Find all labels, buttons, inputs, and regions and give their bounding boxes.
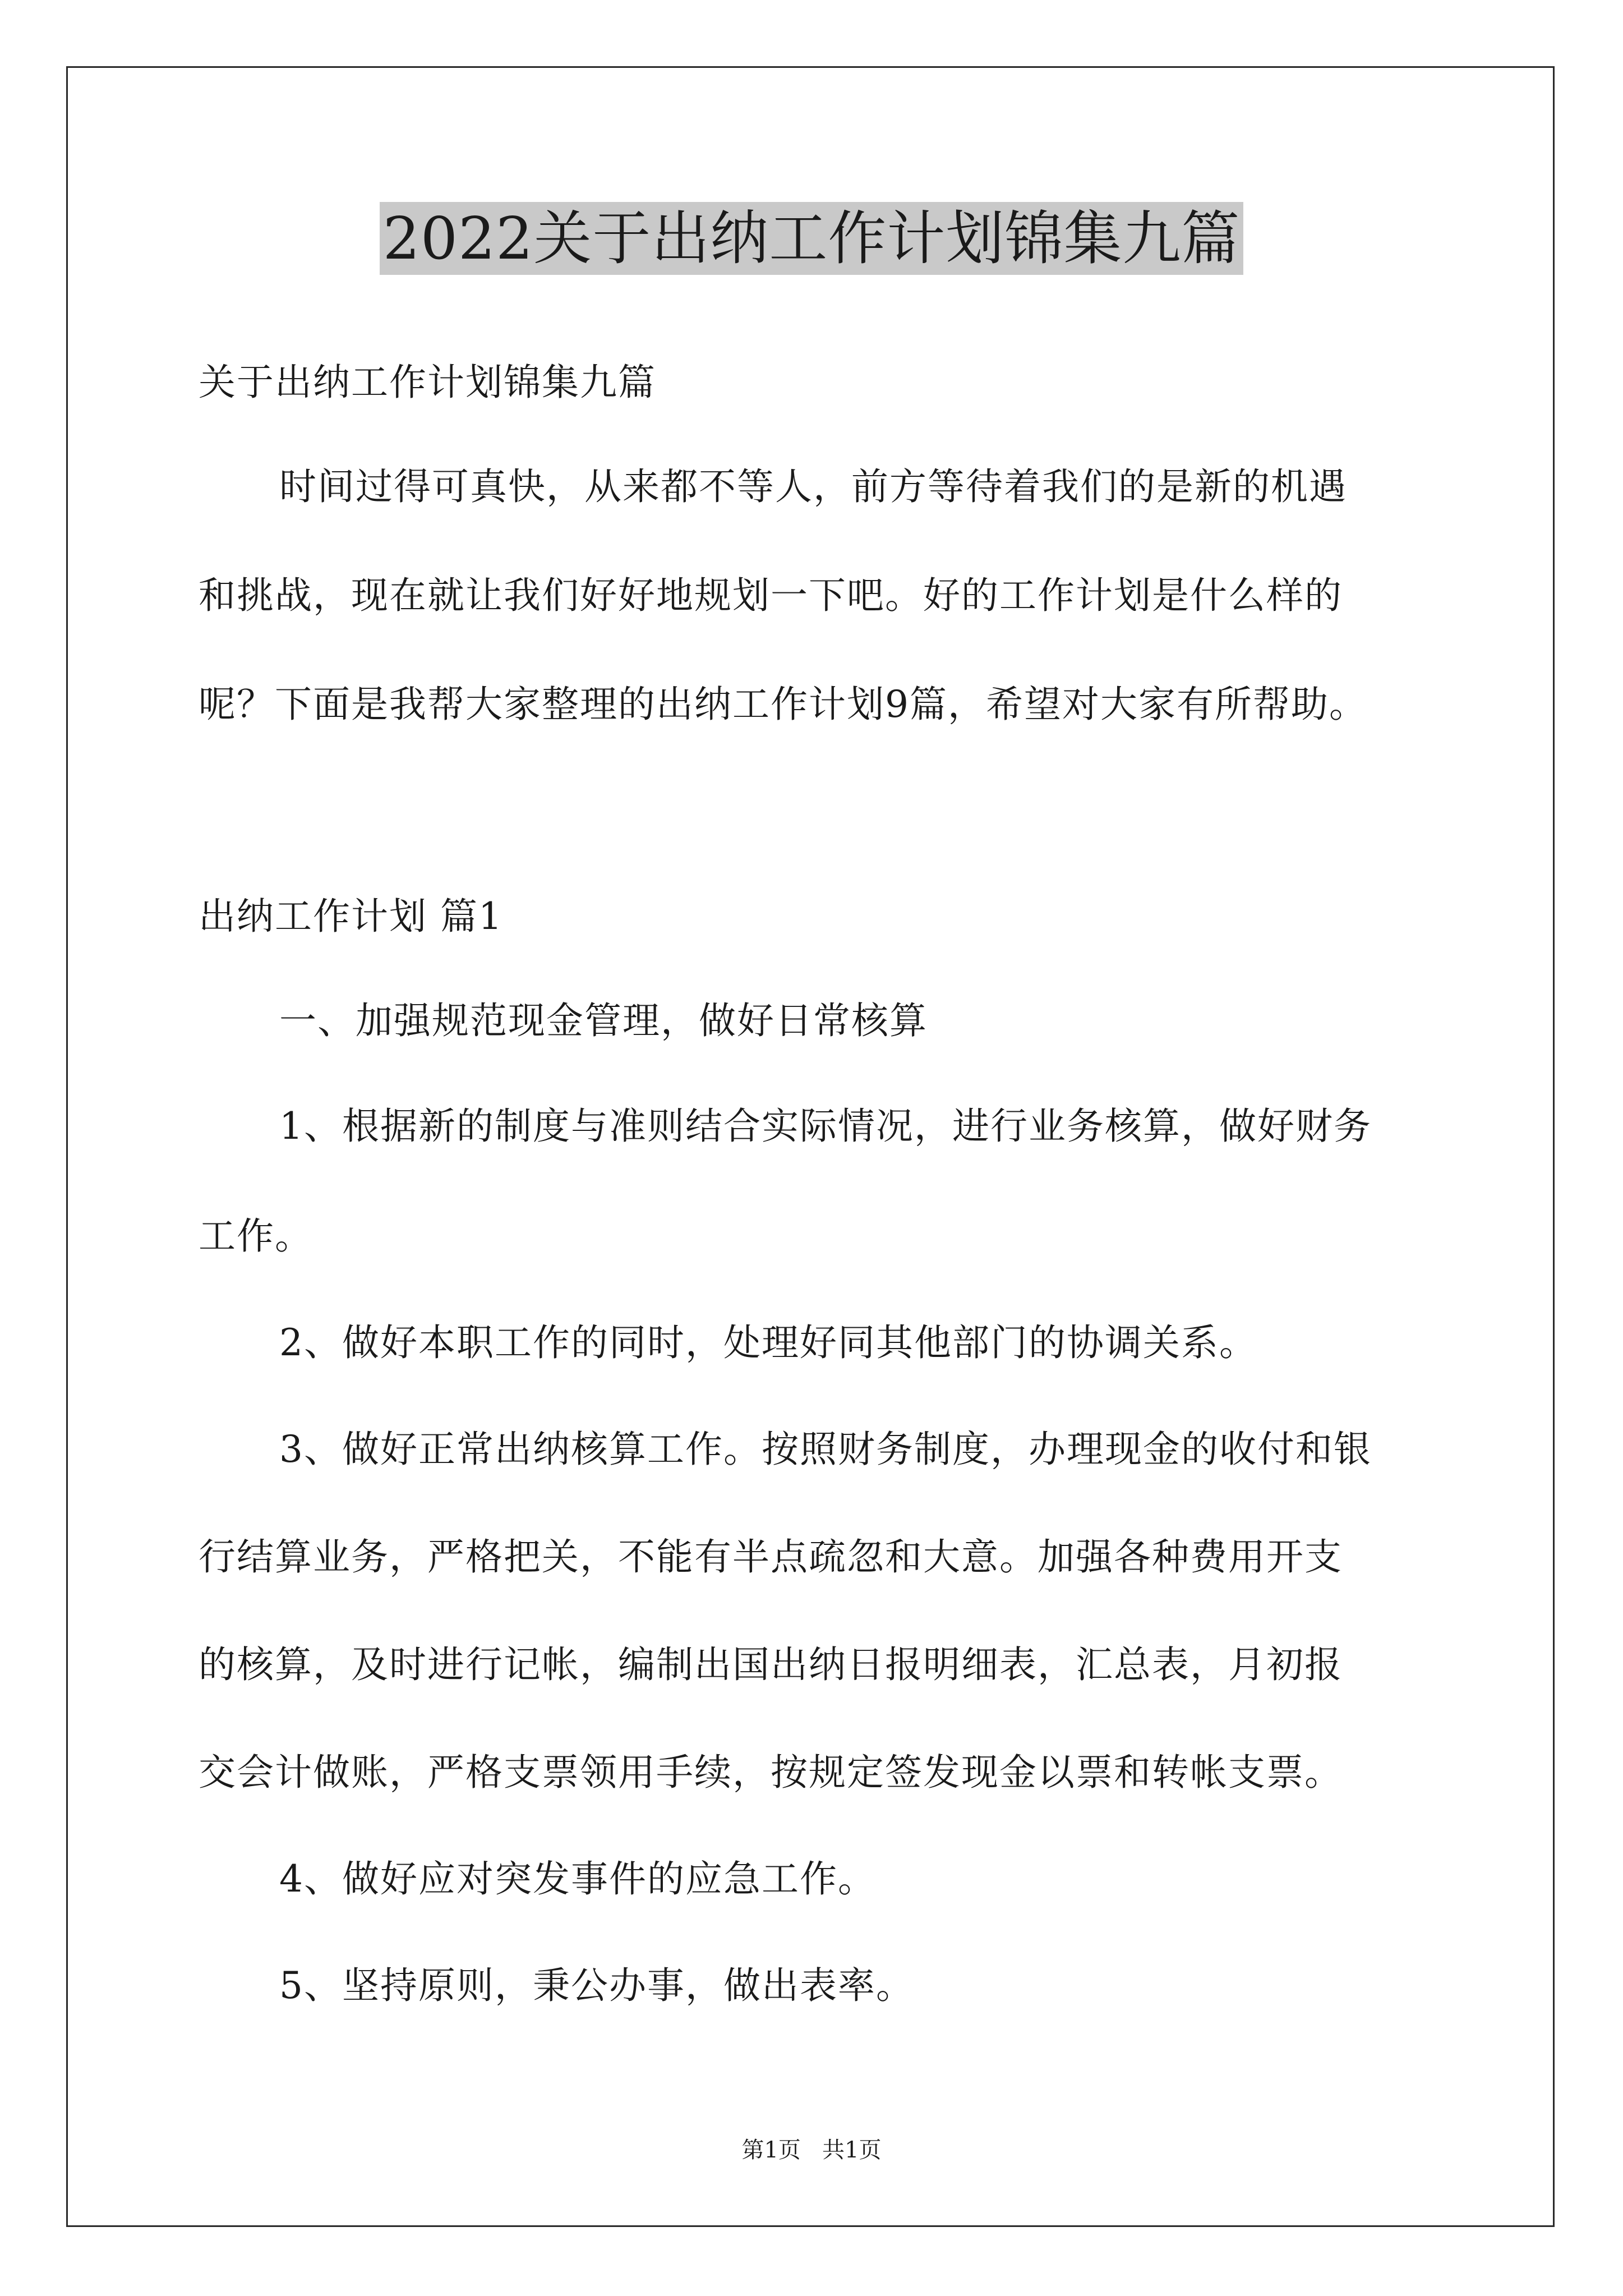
- paragraph-line: 4、做好应对突发事件的应急工作。: [279, 1857, 876, 1901]
- page-footer: 第1页 共1页: [741, 2137, 882, 2163]
- paragraph-line: 5、坚持原则，秉公办事，做出表率。: [279, 1964, 914, 2007]
- document-title: 2022关于出纳工作计划锦集九篇: [380, 202, 1244, 275]
- paragraph-line: 工作。: [199, 1214, 313, 1258]
- paragraph-line: 行结算业务，严格把关，不能有半点疏忽和大意。加强各种费用开支: [199, 1535, 1343, 1579]
- paragraph-line: 时间过得可真快，从来都不等人，前方等待着我们的是新的机遇: [279, 465, 1347, 508]
- title-container: [0, 202, 1623, 275]
- paragraph-line: 和挑战，现在就让我们好好地规划一下吧。好的工作计划是什么样的: [199, 574, 1343, 617]
- paragraph-line: 1、根据新的制度与准则结合实际情况，进行业务核算，做好财务: [279, 1105, 1372, 1148]
- section-heading: 出纳工作计划 篇1: [199, 895, 503, 938]
- paragraph-line: 2、做好本职工作的同时，处理好同其他部门的协调关系。: [279, 1321, 1257, 1364]
- paragraph-line: 的核算，及时进行记帐，编制出国出纳日报明细表，汇总表，月初报: [199, 1643, 1343, 1686]
- subtitle-line: 关于出纳工作计划锦集九篇: [199, 361, 656, 404]
- paragraph-line: 交会计做账，严格支票领用手续，按规定签发现金以票和转帐支票。: [199, 1751, 1343, 1794]
- paragraph-line: 呢？下面是我帮大家整理的出纳工作计划9篇，希望对大家有所帮助。: [199, 683, 1367, 726]
- paragraph-line: 3、做好正常出纳核算工作。按照财务制度，办理现金的收付和银: [279, 1428, 1372, 1471]
- subheading-line: 一、加强规范现金管理，做好日常核算: [279, 999, 928, 1042]
